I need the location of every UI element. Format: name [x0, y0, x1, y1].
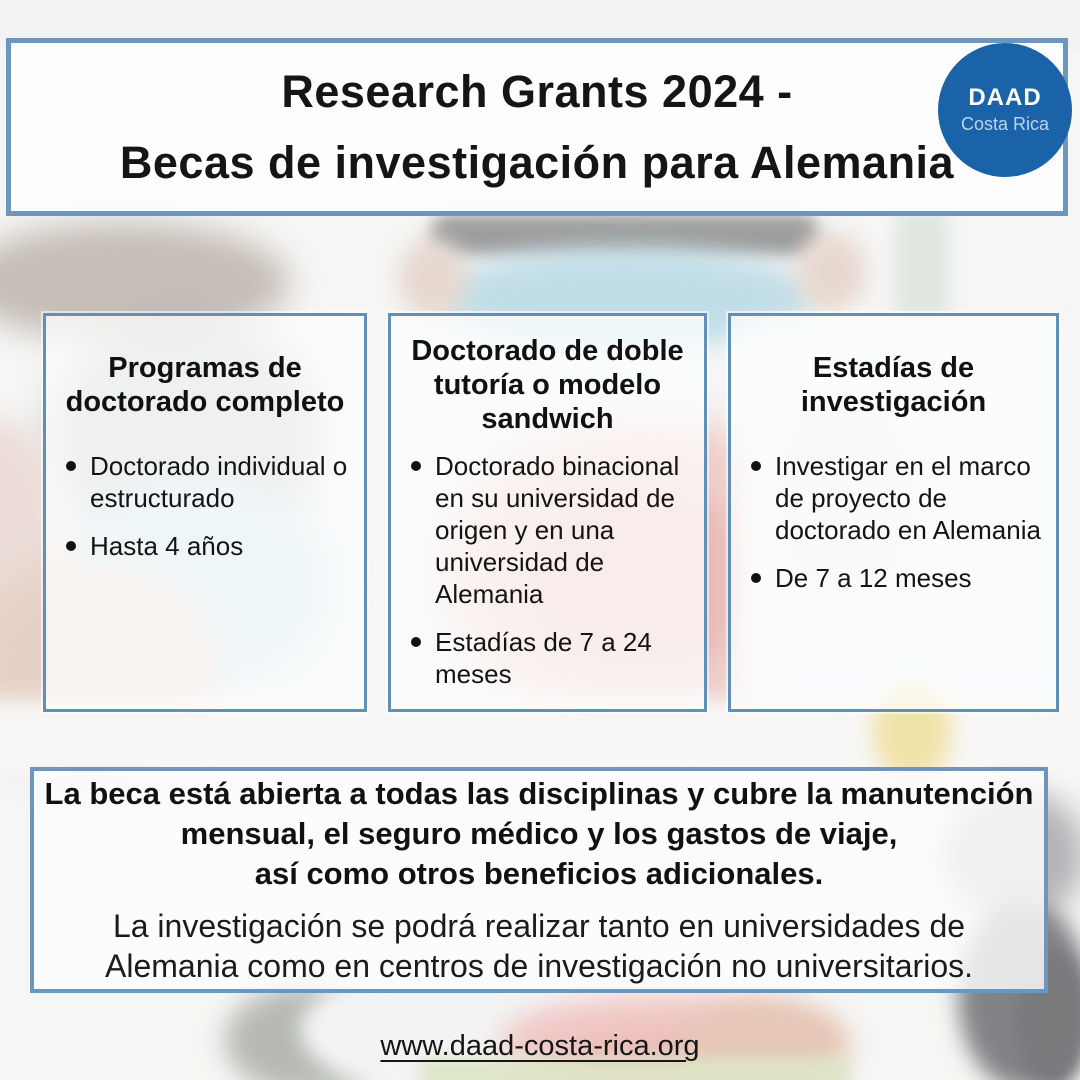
card-estadias-investigacion: [728, 313, 1059, 712]
bullet-item: Estadías de 7 a 24 meses: [405, 626, 698, 690]
summary-bold-paragraph: [45, 774, 1034, 894]
card-title: Programas de doctorado completo: [65, 352, 345, 418]
logo-location-text: Costa Rica: [960, 114, 1050, 134]
summary-bold-line: La beca está abierta a todas las disciplinas y cubre la manutención: [44, 776, 1034, 811]
card-bullet-list: [60, 450, 358, 562]
card-bullet-list: [405, 450, 698, 690]
bullet-item: Hasta 4 años: [60, 530, 358, 562]
summary-regular-line: La investigación se podrá realizar tanto en universidades de: [112, 908, 966, 944]
bullet-item: Doctorado individual o estructurado: [60, 450, 358, 514]
summary-regular-paragraph: [105, 906, 973, 986]
bullet-item: Investigar en el marco de proyecto de doctorado en Alemania: [745, 450, 1050, 546]
page-title-line1: Research Grants 2024 -: [281, 66, 793, 117]
daad-costa-rica-logo: [938, 43, 1072, 177]
page-title-line2: Becas de investigación para Alemania: [119, 137, 955, 188]
header: [6, 38, 1068, 216]
card-bullet-list: [745, 450, 1050, 594]
summary-regular-line: Alemania como en centros de investigación no universitarios.: [104, 948, 973, 984]
bullet-item: De 7 a 12 meses: [745, 562, 1050, 594]
card-programas-doctorado-completo: [43, 313, 367, 712]
footer: [0, 1030, 1080, 1063]
card-title: Estadías de investigación: [800, 352, 987, 418]
bullet-item: Doctorado binacional en su universidad de origen y en una universidad de Alemania: [405, 450, 698, 610]
summary-bold-line: así como otros beneficios adicionales.: [254, 856, 824, 891]
summary-box: [30, 767, 1048, 993]
logo-org-text: DAAD: [968, 84, 1042, 111]
card-doctorado-doble-tutoria: [388, 313, 707, 712]
card-title: Doctorado de doble tutoría o modelo sandwich: [411, 335, 684, 435]
website-link[interactable]: www.daad-costa-rica.org: [380, 1030, 700, 1062]
summary-bold-line: mensual, el seguro médico y los gastos de viaje,: [180, 816, 898, 851]
